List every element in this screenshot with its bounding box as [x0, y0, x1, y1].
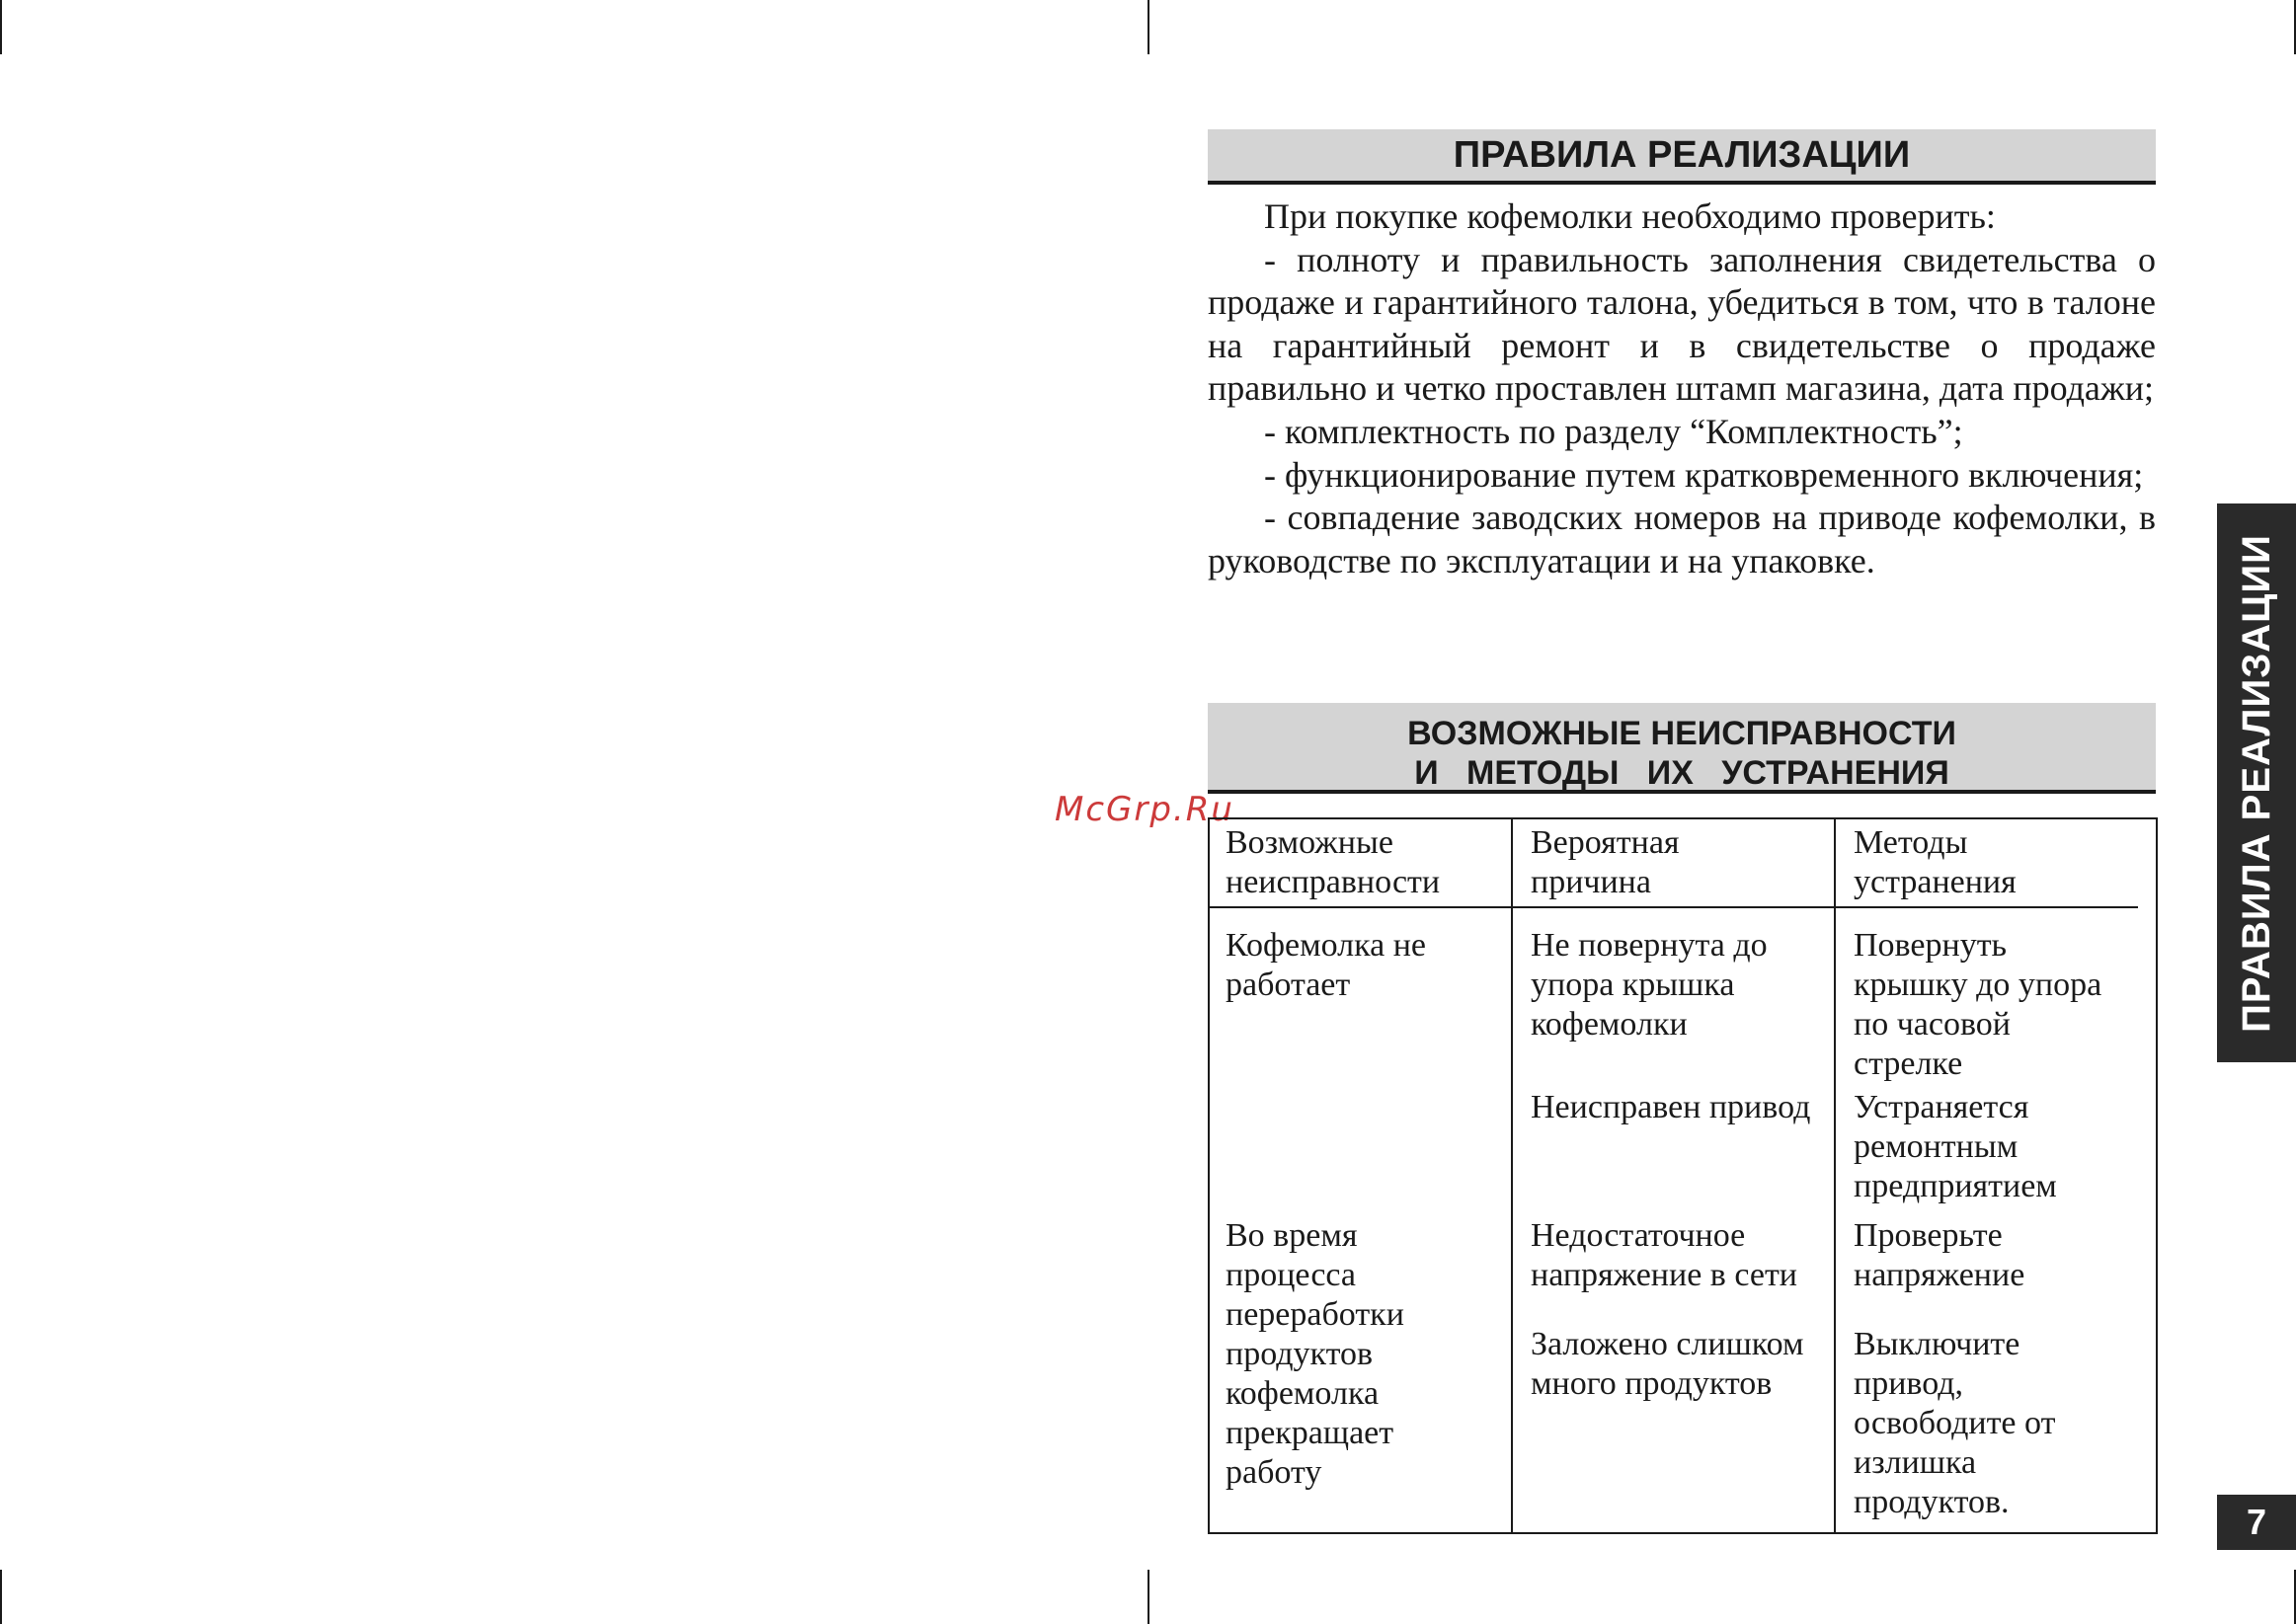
column-divider [1511, 819, 1513, 1532]
sales-rules-text [1208, 195, 2156, 582]
table-cell: Не повернута до упора крышка кофемолки [1531, 927, 1768, 1043]
paragraph: - комплектность по разделу “Комплектность”; [1264, 411, 1963, 451]
table-cell: Повернуть крышку до упора по часовой стрелке [1854, 927, 2102, 1082]
table-cell: Выключите привод, освободите от излишка продуктов. [1854, 1326, 2056, 1520]
side-tab [2217, 503, 2296, 1062]
table-header-cell: Вероятная причина [1531, 824, 1680, 900]
table-header-cell: Возможные неисправности [1226, 824, 1441, 900]
crop-mark [0, 0, 2, 54]
table-cell: Неисправен привод [1531, 1089, 1811, 1125]
section-title-troubleshooting [1208, 703, 2156, 794]
crop-mark [0, 1570, 2, 1624]
column-divider [1834, 819, 1836, 1532]
table-cell: Заложено слишком много продуктов [1531, 1326, 1804, 1402]
paragraph: - совпадение заводских номеров на приводе кофемолки, в руководстве по эксплуатации и на упаковке. [1208, 498, 2156, 580]
watermark: McGrp.Ru [1055, 790, 1234, 829]
page-number: 7 [2217, 1495, 2296, 1550]
section-title-sales-rules: ПРАВИЛА РЕАЛИЗАЦИИ [1208, 129, 2156, 185]
section-title-line: ВОЗМОЖНЫЕ НЕИСПРАВНОСТИ [1407, 715, 1956, 752]
crop-mark [1148, 1570, 1149, 1624]
paragraph: При покупке кофемолки необходимо проверить: [1264, 196, 1996, 236]
table-cell: Во время процесса переработки продуктов кофемолка прекращает работу [1226, 1217, 1404, 1491]
troubleshooting-table [1208, 817, 2158, 1534]
side-tab-label: ПРАВИЛА РЕАЛИЗАЦИИ [2234, 533, 2278, 1033]
table-cell: Устраняется ремонтным предприятием [1854, 1089, 2057, 1204]
paragraph: - функционирование путем кратковременного включения; [1264, 454, 2144, 495]
table-header-cell: Методы устранения [1854, 824, 2017, 900]
header-divider [1210, 906, 2138, 908]
section-title-line: И МЕТОДЫ ИХ УСТРАНЕНИЯ [1414, 754, 1949, 792]
crop-mark [1148, 0, 1149, 54]
table-cell: Кофемолка не работает [1226, 927, 1427, 1003]
table-cell: Недостаточное напряжение в сети [1531, 1217, 1797, 1293]
table-cell: Проверьте напряжение [1854, 1217, 2025, 1293]
paragraph: - полноту и правильность заполнения свидетельства о продаже и гарантийного талона, убедиться в том, что в талоне на гарантийный ремонт и в свидетельстве о продаже правильно и четко проставлен штамп магазина, дата продажи; [1208, 239, 2156, 409]
